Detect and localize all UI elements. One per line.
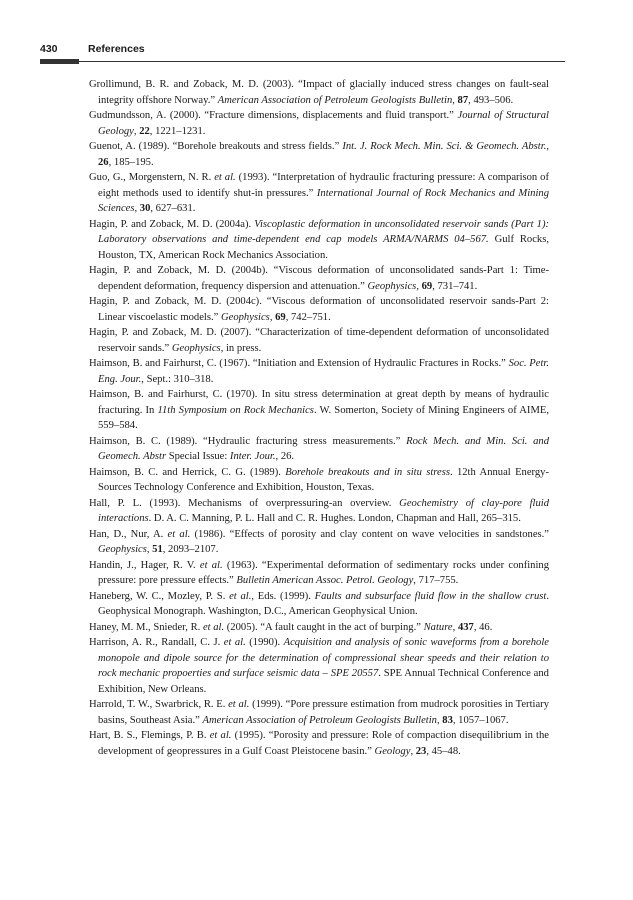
reference-pre-text: Harrison, A. R., Randall, C. J.: [89, 637, 224, 648]
reference-entry: [89, 434, 549, 465]
reference-title-text: 11th Symposium on Rock Mechanics: [157, 404, 314, 416]
reference-title-text: Geology: [374, 745, 411, 757]
reference-entry: [89, 139, 549, 170]
reference-post-text: , 46.: [473, 621, 493, 633]
reference-post-text: , 2093–2107.: [162, 544, 219, 555]
reference-title-text: Journal of Structural Geology: [98, 110, 549, 137]
reference-title-text: Faults and subsurface fluid flow in the shallow crust: [314, 590, 547, 602]
reference-title-text: Viscoplastic deformation in unconsolidated reservoir sands (Part 1): Laboratory observations and time-dependent end cap models ARMA/NARMS 04–567.: [98, 218, 549, 245]
reference-vol-text: 22: [139, 125, 150, 137]
reference-title-text: Acquisition and analysis of sonic waveforms from a borehole monopole and dipole source for the determination of compressional shear speeds and their relation to rock mechanic propoerties and surface seismic data – SPE 20557: [98, 637, 549, 679]
reference-post-text: , in press.: [220, 342, 262, 354]
reference-pre-text: (2005). “A fault caught in the act of burping.”: [224, 621, 424, 633]
reference-pre-text: Grollimund, B. R. and Zoback, M. D. (2003). “Impact of glacially induced stress changes on fault-seal integrity offshore Norway.”: [89, 79, 549, 106]
reference-title-text: Int. J. Rock Mech. Min. Sci. & Geomech. Abstr.: [342, 141, 547, 152]
reference-vol-text: 51: [152, 544, 163, 555]
reference-pre-text: Haimson, B. and Fairhurst, C. (1967). “Initiation and Extension of Hydraulic Fractures in Rocks.”: [89, 358, 509, 369]
reference-title-text: American Association of Petroleum Geologists Bulletin: [202, 714, 437, 726]
reference-entry: [89, 387, 549, 434]
reference-post-text: . 12th Annual Energy-Sources Technology Conference and Exhibition, Houston, Texas.: [98, 466, 549, 493]
reference-title-text: Geophysics: [220, 311, 270, 323]
reference-entry: [89, 356, 549, 387]
reference-pre-text: Haimson, B. C. (1989). “Hydraulic fracturing stress measurements.”: [89, 435, 407, 447]
reference-vol-text: 26: [98, 156, 109, 168]
reference-pre-text: Gudmundsson, A. (2000). “Fracture dimensions, displacements and fluid transport.”: [89, 110, 458, 121]
reference-pre-text: Han, D., Nur, A.: [89, 528, 168, 540]
reference-entry: [89, 217, 549, 264]
reference-mid-text: ,: [436, 714, 443, 726]
page-header: [40, 41, 565, 65]
reference-entry: [89, 635, 549, 697]
reference-etal-text: et al.: [228, 699, 250, 710]
reference-post-text: Special Issue:: [166, 451, 230, 462]
reference-title-text: Bulletin American Assoc. Petrol. Geology: [236, 575, 414, 586]
reference-pre-text: Hagin, P. and Zoback, M. D. (2007). “Characterization of time-dependent deformation of unconsolidated reservoir sands.”: [89, 327, 549, 354]
reference-etal-text: et al.: [202, 621, 225, 633]
reference-mid-text: ,: [452, 621, 458, 633]
reference-pre-text: Guo, G., Morgenstern, N. R.: [89, 172, 215, 183]
reference-post-text: , 742–751.: [285, 311, 331, 323]
reference-title-text: Inter. Jour.: [229, 451, 276, 462]
reference-entry: [89, 294, 549, 325]
reference-etal-text: et al.: [199, 559, 223, 571]
reference-etal-text: et al.: [223, 637, 246, 648]
reference-pre-text: Haney, M. M., Snieder, R.: [89, 621, 203, 633]
reference-entry: [89, 263, 549, 294]
reference-post-text: , 731–741.: [432, 280, 478, 292]
reference-post-text: , 45–48.: [426, 745, 461, 757]
section-title: References: [88, 43, 145, 55]
reference-post-text: Gulf Rocks, Houston, TX, American Rock Mechanics Association.: [98, 234, 549, 261]
reference-entry: [89, 465, 549, 496]
reference-entry: [89, 496, 549, 527]
reference-post-text: . W. Somerton, Society of Mining Engineers of AIME, 559–584.: [98, 404, 549, 431]
reference-entry: [89, 170, 549, 217]
reference-title-text: Borehole breakouts and in situ stress: [285, 466, 450, 478]
reference-title-text: American Association of Petroleum Geologists Bulletin: [217, 94, 453, 106]
reference-entry: [89, 697, 549, 728]
reference-etal-text: et al.: [229, 590, 252, 602]
reference-post-text: , 1057–1067.: [452, 714, 509, 726]
reference-entry: [89, 589, 549, 620]
reference-title-text: Soc. Petr. Eng. Jour.: [98, 358, 549, 385]
reference-post-text: , 26.: [275, 451, 295, 462]
reference-vol-text: 69: [421, 280, 433, 292]
header-rule: [79, 61, 565, 62]
reference-entry: [89, 620, 549, 636]
reference-pre-text: Hagin, P. and Zoback, M. D. (2004a).: [89, 218, 255, 230]
reference-post-text: , 717–755.: [413, 575, 459, 586]
reference-mid-text: ,: [133, 125, 140, 137]
reference-post-text: . Geophysical Monograph. Washington, D.C., American Geophysical Union.: [98, 590, 549, 617]
reference-post-text: , 627–631.: [150, 203, 196, 214]
reference-mid-text: ,: [134, 203, 140, 214]
reference-list: [89, 77, 549, 759]
reference-entry: [89, 558, 549, 589]
reference-vol-text: 437: [457, 621, 474, 633]
reference-title-text: Geochemistry of clay-pore fluid interactions: [98, 497, 549, 524]
reference-pre-text: Hall, P. L. (1993). Mechanisms of overpressuring-an overview.: [89, 497, 400, 509]
reference-mid-text: ,: [452, 94, 458, 106]
reference-title-text: Rock Mech. and Min. Sci. and Geomech. Abstr: [98, 435, 549, 462]
reference-title-text: Geophysics: [98, 544, 147, 555]
reference-mid-text: ,: [269, 311, 276, 323]
reference-pre-text: Hagin, P. and Zoback, M. D. (2004c). “Viscous deformation of unconsolidated reservoir sands-Part 2: Linear viscoelastic models.”: [89, 296, 549, 323]
reference-pre-text: Handin, J., Hager, R. V.: [89, 559, 200, 571]
reference-vol-text: 23: [415, 745, 427, 757]
reference-pre-text: , Eds. (1999).: [251, 590, 315, 602]
reference-pre-text: (1993). “Interpretation of hydraulic fracturing pressure: A comparison of eight methods used to identify shut-in pressures.”: [98, 172, 550, 199]
reference-title-text: International Journal of Rock Mechanics and Mining Sciences: [98, 187, 549, 214]
reference-pre-text: Harrold, T. W., Swarbrick, R. E.: [89, 699, 229, 710]
reference-etal-text: et al.: [214, 172, 236, 183]
reference-vol-text: 87: [457, 94, 469, 106]
reference-etal-text: et al.: [209, 730, 232, 741]
reference-post-text: . D. A. C. Manning, P. L. Hall and C. R. Hughes. London, Chapman and Hall, 265–315.: [148, 513, 521, 524]
reference-pre-text: (1999). “Pore pressure estimation from mudrock porosities in Tertiary basins, Southeast Asia.”: [98, 699, 550, 726]
reference-mid-text: ,: [410, 745, 416, 757]
header-bar: [40, 59, 79, 64]
reference-title-text: Geophysics: [171, 342, 221, 354]
reference-mid-text: ,: [546, 141, 549, 152]
reference-post-text: , 493–506.: [468, 94, 514, 106]
reference-entry: [89, 108, 549, 139]
reference-mid-text: ,: [416, 280, 422, 292]
reference-title-text: Geophysics: [367, 280, 417, 292]
reference-entry: [89, 325, 549, 356]
reference-pre-text: Hart, B. S., Flemings, P. B.: [89, 730, 210, 741]
reference-etal-text: et al.: [167, 528, 191, 540]
reference-vol-text: 83: [442, 714, 453, 726]
reference-pre-text: Haimson, B. C. and Herrick, C. G. (1989).: [89, 466, 286, 478]
reference-post-text: . SPE Annual Technical Conference and Exhibition, New Orleans.: [98, 668, 549, 695]
reference-title-text: Nature: [423, 621, 453, 633]
reference-entry: [89, 728, 549, 759]
reference-post-text: , 1221–1231.: [149, 125, 206, 137]
reference-entry: [89, 77, 549, 108]
reference-pre-text: Guenot, A. (1989). “Borehole breakouts and stress fields.”: [89, 141, 343, 152]
reference-post-text: , Sept.: 310–318.: [141, 373, 214, 385]
reference-vol-text: 69: [275, 311, 286, 323]
reference-pre-text: (1963). “Experimental deformation of sedimentary rocks under confining pressure: pore pressure effects.”: [98, 559, 550, 586]
reference-pre-text: (1990).: [245, 637, 284, 648]
page-number: 430: [40, 43, 58, 55]
reference-entry: [89, 527, 549, 558]
reference-pre-text: (1995). “Porosity and pressure: Role of compaction disequilibrium in the development of geopressures in a Gulf Coast Pleistocene basin.”: [98, 730, 549, 757]
reference-post-text: , 185–195.: [108, 156, 154, 168]
reference-pre-text: Hagin, P. and Zoback, M. D. (2004b). “Viscous deformation of unconsolidated sands-Part 1: Time-dependent deformation, frequency dispersion and attenuation.”: [89, 265, 549, 292]
reference-pre-text: Haneberg, W. C., Mozley, P. S.: [89, 590, 230, 602]
reference-mid-text: ,: [146, 544, 153, 555]
reference-pre-text: Haimson, B. and Fairhurst, C. (1970). In situ stress determination at great depth by means of hydraulic fracturing. In: [89, 389, 549, 416]
reference-vol-text: 30: [139, 203, 151, 214]
reference-pre-text: (1986). “Effects of porosity and clay content on wave velocities in sandstones.”: [190, 528, 549, 540]
